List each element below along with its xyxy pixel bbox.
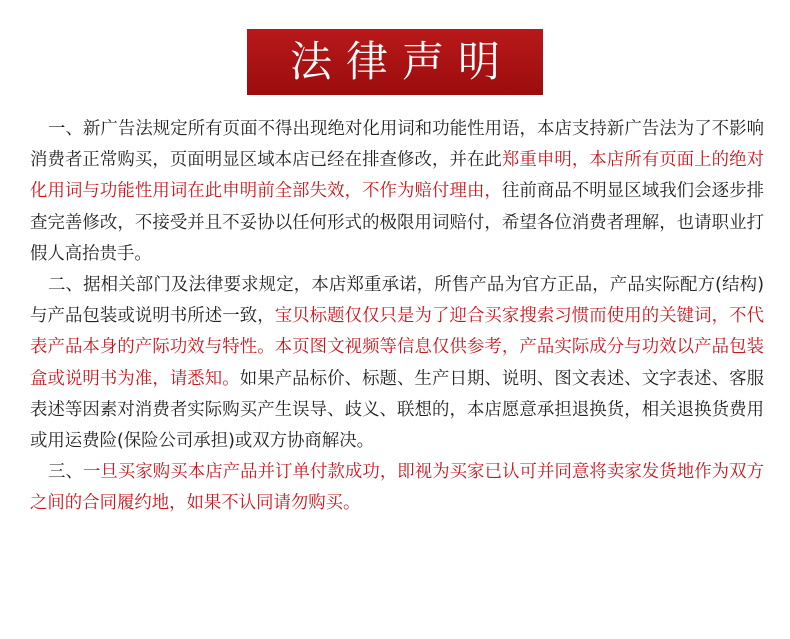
paragraph-1-text: 一、新广告法规定所有页面不得出现绝对化用词和功能性用语，本店支持新广告法为了不影响消费者正常购买，页面明显区域本店已经在排查修改，并在此 [30, 119, 764, 171]
paragraph-3-highlight: 一旦买家购买本店产品并订单付款成功，即视为买家已认可并同意将卖家发货地作为双方之间的合同履约地，如果不认同请勿购买。 [30, 462, 764, 514]
paragraph-2-text: 二、据相关部门及法律要求规定，本店郑重承诺，所售产品为官方正品，产品实际配方(结构)与产品包装或说明书所述一致， [30, 275, 764, 327]
paragraph-1-highlight: 郑重申明，本店所有页面上的绝对化用词与功能性用词在此申明前全部失效，不作为赔付理由， [30, 150, 764, 202]
paragraph-2-highlight: 宝贝标题仅仅只是为了迎合买家搜索习惯而使用的关键词，不代表产品本身的产际功效与特性。本页图文视频等信息仅供参考，产品实际成分与功效以产品包装盒或说明书为准，请悉知。 [30, 306, 764, 389]
page-title: 法律声明 [289, 37, 514, 86]
paragraph-2-text-end: 如果产品标价、标题、生产日期、说明、图文表述、文字表述、客服表述等因素对消费者实际购买产生误导、歧义、联想的，本店愿意承担退换货，相关退换货费用或用运费险(保险公司承担)或双方协商解决。 [30, 368, 764, 452]
paragraph-1-text-end: 往前商品不明显区域我们会逐步排查完善修改，不接受并且不妥协以任何形式的极限用词赔付，希望各位消费者理解，也请职业打假人高抬贵手。 [30, 181, 764, 264]
legal-statement-body [30, 114, 764, 520]
paragraph-3-text: 三、 [48, 462, 83, 483]
paragraph-1 [30, 114, 764, 270]
paragraph-2 [30, 270, 764, 457]
title-banner [247, 29, 543, 95]
paragraph-3 [30, 457, 764, 519]
